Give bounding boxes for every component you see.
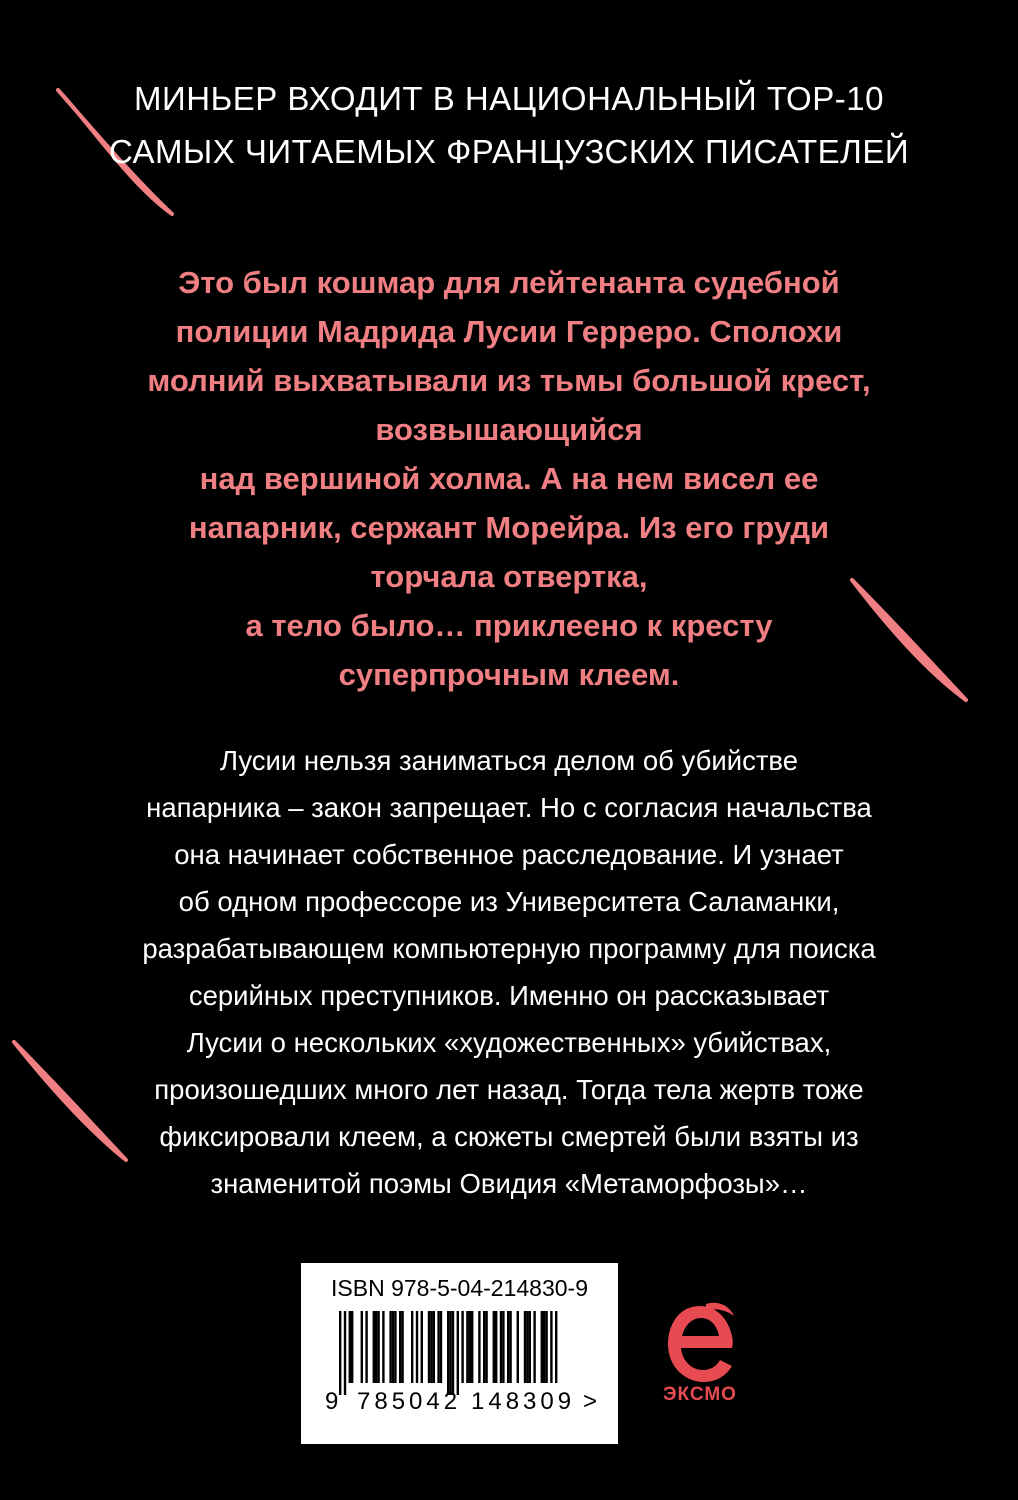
barcode-digits-right: 148309	[471, 1388, 576, 1415]
barcode-bar	[550, 1311, 552, 1383]
barcode-bar	[493, 1311, 495, 1383]
tagline-line: САМЫХ ЧИТАЕМЫХ ФРАНЦУЗСКИХ ПИСАТЕЛЕЙ	[108, 133, 910, 170]
barcode-bar	[377, 1311, 379, 1383]
description-line: Лусии о нескольких «художественных» убийствах,	[186, 1027, 832, 1058]
barcode-block	[301, 1263, 618, 1444]
barcode-bar	[509, 1311, 511, 1383]
barcode-bar	[517, 1311, 519, 1383]
barcode-bar	[440, 1311, 442, 1383]
tagline	[0, 72, 1018, 178]
teaser-line: а тело было… приклеено к кресту	[245, 608, 773, 643]
barcode-bar	[502, 1311, 504, 1383]
barcode-bar	[529, 1311, 531, 1383]
barcode-bar	[449, 1311, 451, 1395]
teaser-line: торчала отвертка,	[370, 559, 648, 594]
teaser-line: напарник, сержант Морейра. Из его груди	[188, 510, 830, 545]
barcode-bar	[428, 1311, 430, 1383]
barcode-bar	[485, 1311, 487, 1383]
barcode-bar	[524, 1311, 526, 1383]
barcode-bar	[373, 1311, 375, 1383]
description-line: знаменитой поэмы Овидия «Метаморфозы»…	[210, 1168, 808, 1199]
teaser-text	[0, 258, 1018, 699]
barcode-bar	[401, 1311, 403, 1383]
barcode-bar	[469, 1311, 471, 1383]
teaser-line: возвышающийся	[375, 412, 643, 447]
publisher-name: ЭКСМО	[663, 1384, 737, 1405]
barcode-bar	[416, 1311, 418, 1383]
barcode-bar	[478, 1311, 480, 1383]
barcode-bar	[349, 1311, 351, 1383]
barcode-bar	[541, 1311, 543, 1383]
barcode-bar	[399, 1311, 401, 1383]
barcode-bar	[421, 1311, 423, 1383]
description-line: разрабатывающем компьютерную программу для поиска	[142, 933, 876, 964]
description-text	[0, 737, 1018, 1207]
teaser-line: молний выхватывали из тьмы большой крест,	[147, 363, 871, 398]
description-line: произошедших много лет назад. Тогда тела жертв тоже	[154, 1074, 864, 1105]
barcode-bar	[382, 1311, 384, 1383]
tagline-line: МИНЬЕР ВХОДИТ В НАЦИОНАЛЬНЫЙ ТОР-10	[134, 80, 884, 117]
barcode-bar	[351, 1311, 353, 1383]
barcode-bar	[457, 1311, 459, 1395]
description-line: она начинает собственное расследование. И узнает	[174, 839, 844, 870]
barcode-bar	[466, 1311, 468, 1383]
barcode-digit-lead: 9	[325, 1388, 339, 1415]
teaser-line: полиции Мадрида Лусии Герреро. Сполохи	[175, 314, 843, 349]
barcode-bar	[526, 1311, 528, 1383]
barcode-bar	[365, 1311, 367, 1383]
barcode-bar	[507, 1311, 509, 1383]
barcode-bar	[375, 1311, 377, 1383]
barcode-bar	[500, 1311, 502, 1383]
barcode	[301, 1263, 618, 1444]
barcode-bar	[483, 1311, 485, 1383]
barcode-bar	[543, 1311, 545, 1383]
barcode-bar	[447, 1311, 449, 1395]
barcode-bar	[437, 1311, 439, 1383]
barcode-digit-trail: >	[583, 1388, 598, 1415]
teaser-line: над вершиной холма. А на нем висел ее	[199, 461, 819, 496]
description-line: фиксировали клеем, а сюжеты смертей были взяты из	[159, 1121, 859, 1152]
description-line: серийных преступников. Именно он рассказывает	[188, 980, 830, 1011]
description-line: об одном профессоре из Университета Саламанки,	[178, 886, 840, 917]
barcode-bar	[339, 1311, 341, 1395]
barcode-bar	[495, 1311, 497, 1383]
barcode-digits-left: 785042	[357, 1388, 462, 1415]
barcode-bar	[394, 1311, 396, 1383]
barcode-bar	[430, 1311, 432, 1383]
barcode-bar	[545, 1311, 547, 1383]
teaser-line: Это был кошмар для лейтенанта судебной	[178, 265, 840, 300]
barcode-bar	[471, 1311, 473, 1383]
barcode-bar	[433, 1311, 435, 1383]
description-line: напарника – закон запрещает. Но с согласия начальства	[146, 792, 872, 823]
barcode-bar	[361, 1311, 363, 1383]
barcode-bar	[555, 1311, 557, 1383]
barcode-bar	[344, 1311, 346, 1395]
barcode-bar	[389, 1311, 391, 1383]
teaser-line: суперпрочным клеем.	[338, 657, 680, 692]
barcode-bar	[452, 1311, 454, 1395]
barcode-bar	[392, 1311, 394, 1383]
barcode-bar	[411, 1311, 413, 1383]
barcode-bar	[533, 1311, 535, 1383]
description-line: Лусии нельзя заниматься делом об убийстве	[219, 745, 799, 776]
barcode-bar	[461, 1311, 463, 1383]
isbn-label: ISBN 978-5-04-214830-9	[331, 1275, 588, 1301]
